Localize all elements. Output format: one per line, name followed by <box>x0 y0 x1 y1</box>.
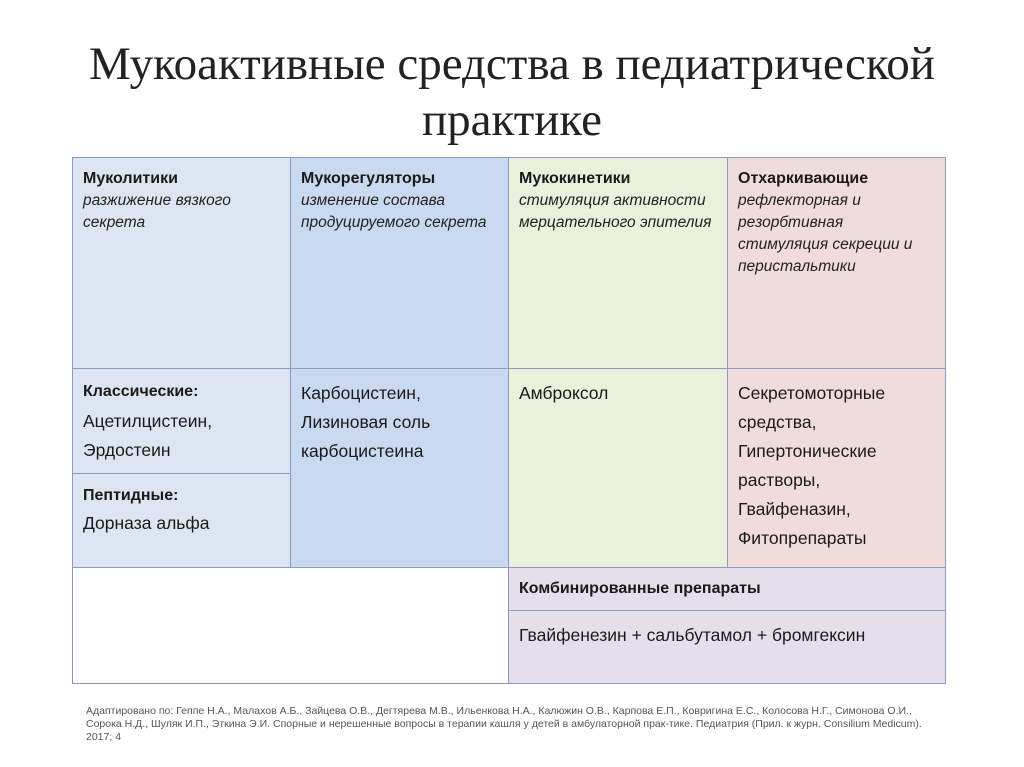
header-mucoregulators-desc: изменение состава продуцируемого секрета <box>301 192 487 231</box>
cell-peptide-mucolytics <box>72 473 291 568</box>
peptide-items: Дорназа альфа <box>83 513 210 533</box>
mucoregulators-items: Карбоцистеин, Лизиновая соль карбоцистеина <box>301 383 431 461</box>
cell-mucoregulators <box>290 368 509 568</box>
cell-expectorants <box>727 368 946 568</box>
header-mucolytics-title: Муколитики <box>83 170 178 187</box>
header-mucokinetics-desc: стимуляция активности мерцательного эпителия <box>519 192 712 231</box>
combined-items-cell <box>508 610 946 684</box>
page-title: Мукоактивные средства в педиатрической практике <box>89 38 935 146</box>
footnote: Адаптировано по: Геппе Н.А., Малахов А.Б., Зайцева О.В., Дегтярева М.В., Ильенкова Н.А., Калюжин О.В., Карпова Е.П., Ковригина Е.С., Колосова Н.Г., Симонова О.И., Сорока Н.Д., Шуляк И.П., Эткина Э.И. Спорные и нерешенные вопросы в терапии кашля у детей в амбулаторной прак-тике. Педиатрия (Прил. к журн. Consilium Medicum). 2017; 4 <box>86 705 922 743</box>
header-mucolytics-desc: разжижение вязкого секрета <box>83 192 231 231</box>
classic-items: Ацетилцистеин, Эрдостеин <box>83 411 213 460</box>
peptide-label: Пептидные: <box>83 487 179 504</box>
header-mucokinetics-title: Мукокинетики <box>519 170 631 187</box>
header-expectorants-title: Отхаркивающие <box>738 170 869 187</box>
expectorants-items: Секретомоторные средства, Гипертонические растворы, Гвайфеназин, Фитопрепараты <box>738 383 886 548</box>
header-mucolytics <box>72 157 291 369</box>
header-mucoregulators-title: Мукорегуляторы <box>301 170 436 187</box>
cell-empty <box>72 567 509 684</box>
header-expectorants-desc: рефлекторная и резорбтивная стимуляция секреции и перистальтики <box>738 192 913 275</box>
combined-header <box>508 567 946 611</box>
classic-label: Классические: <box>83 383 199 400</box>
combined-items: Гвайфенезин + сальбутамол + бромгексин <box>519 625 866 645</box>
header-expectorants <box>727 157 946 369</box>
cell-classic-mucolytics <box>72 368 291 474</box>
mucokinetics-items: Амброксол <box>519 383 609 403</box>
header-mucoregulators <box>290 157 509 369</box>
cell-mucokinetics <box>508 368 728 568</box>
header-mucokinetics <box>508 157 728 369</box>
combined-label: Комбинированные препараты <box>519 580 761 597</box>
